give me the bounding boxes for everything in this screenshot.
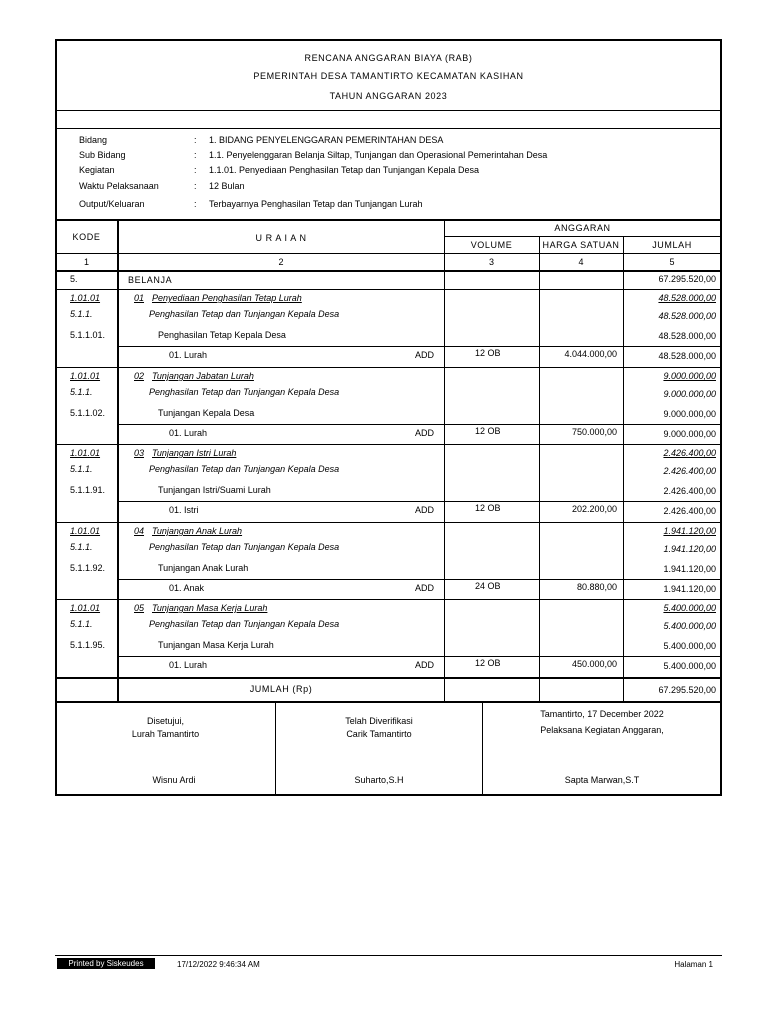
- info-value: 1.1.01. Penyediaan Penghasilan Tetap dan Tunjangan Kepala Desa: [209, 165, 480, 175]
- sign-right-line2: Pelaksana Kegiatan Anggaran,: [540, 725, 664, 735]
- group-code: 1.01.01: [70, 371, 101, 381]
- item-total: 1.941.120,00: [663, 584, 716, 594]
- sub-amount: 5.400.000,00: [663, 621, 716, 631]
- item-volume: 12 OB: [475, 348, 501, 358]
- account-title: Tunjangan Istri/Suami Lurah: [158, 485, 271, 495]
- sub-code: 5.1.1.: [70, 542, 93, 552]
- sub-amount: 48.528.000,00: [658, 311, 716, 321]
- group-title: Tunjangan Jabatan Lurah: [152, 371, 254, 381]
- info-label: Waktu Pelaksanaan: [79, 181, 159, 191]
- item-source: ADD: [415, 583, 435, 593]
- item-volume: 24 OB: [475, 581, 501, 591]
- sub-title: Penghasilan Tetap dan Tunjangan Kepala Desa: [149, 464, 340, 474]
- group-amount: 1.941.120,00: [663, 526, 716, 536]
- account-title: Tunjangan Kepala Desa: [158, 408, 255, 418]
- sub-amount: 2.426.400,00: [663, 466, 716, 476]
- item-total: 2.426.400,00: [663, 506, 716, 516]
- sub-code: 5.1.1.: [70, 619, 93, 629]
- sign-left-name: Wisnu Ardi: [152, 775, 196, 785]
- sub-amount: 1.941.120,00: [663, 544, 716, 554]
- sub-amount: 9.000.000,00: [663, 389, 716, 399]
- item-name: 01. Lurah: [169, 350, 208, 360]
- group-amount: 48.528.000,00: [658, 293, 716, 303]
- item-volume: 12 OB: [475, 503, 501, 513]
- divider: [56, 110, 721, 111]
- item-total: 5.400.000,00: [663, 661, 716, 671]
- header-num-1: 1: [83, 257, 89, 267]
- group-amount: 9.000.000,00: [663, 371, 716, 381]
- item-price: 450.000,00: [571, 659, 617, 669]
- header-kode: KODE: [72, 232, 101, 242]
- account-title: Penghasilan Tetap Kepala Desa: [158, 330, 286, 340]
- info-sep: :: [194, 135, 197, 145]
- header-num-3: 3: [488, 257, 494, 267]
- anggaran-divider: [444, 236, 721, 237]
- item-volume: 12 OB: [475, 426, 501, 436]
- info-value: 1.1. Penyelenggaran Belanja Siltap, Tunjangan dan Operasional Pemerintahan Desa: [209, 150, 548, 160]
- table-top-line: [56, 219, 721, 221]
- header-num-5: 5: [669, 257, 675, 267]
- col-line-volume: [539, 236, 540, 702]
- sign-left-line1: Disetujui,: [146, 716, 184, 726]
- sign-middle-line1: Telah Diverifikasi: [345, 716, 413, 726]
- sign-middle-line2: Carik Tamantirto: [346, 729, 412, 739]
- info-label: Output/Keluaran: [79, 199, 145, 209]
- info-value: 12 Bulan: [209, 181, 245, 191]
- total-top-line: [56, 677, 721, 679]
- group-amount: 2.426.400,00: [663, 448, 716, 458]
- header-divider: [56, 253, 721, 254]
- item-separator: [118, 501, 721, 502]
- account-code: 5.1.1.02.: [70, 408, 106, 418]
- header-jumlah: JUMLAH: [652, 240, 692, 250]
- item-separator: [118, 346, 721, 347]
- item-name: 01. Lurah: [169, 660, 208, 670]
- group-code: 1.01.01: [70, 603, 101, 613]
- item-source: ADD: [415, 505, 435, 515]
- group-title: Penyediaan Penghasilan Tetap Lurah: [152, 293, 302, 303]
- item-separator: [118, 424, 721, 425]
- group-separator: [56, 289, 721, 290]
- sign-middle-name: Suharto,S.H: [354, 775, 404, 785]
- info-label: Sub Bidang: [79, 150, 126, 160]
- item-source: ADD: [415, 428, 435, 438]
- group-separator: [56, 367, 721, 368]
- group-number: 02: [134, 371, 145, 381]
- account-amount: 2.426.400,00: [663, 486, 716, 496]
- group-code: 1.01.01: [70, 526, 101, 536]
- group-code: 1.01.01: [70, 293, 101, 303]
- divider: [56, 128, 721, 129]
- group-number: 05: [134, 603, 145, 613]
- group-number: 03: [134, 448, 145, 458]
- item-source: ADD: [415, 350, 435, 360]
- item-total: 9.000.000,00: [663, 429, 716, 439]
- info-label: Bidang: [79, 135, 108, 145]
- item-price: 750.000,00: [571, 427, 617, 437]
- account-code: 5.1.1.95.: [70, 640, 106, 650]
- account-code: 5.1.1.91.: [70, 485, 106, 495]
- header-num-2: 2: [278, 257, 284, 267]
- account-amount: 9.000.000,00: [663, 409, 716, 419]
- account-code: 5.1.1.92.: [70, 563, 106, 573]
- group-title: Tunjangan Istri Lurah: [152, 448, 237, 458]
- header-volume: VOLUME: [470, 240, 513, 250]
- page-number: Halaman 1: [674, 960, 713, 969]
- total-amount: 67.295.520,00: [658, 685, 716, 695]
- header-bottom-line: [56, 270, 721, 272]
- footer-line: [55, 955, 722, 956]
- info-sep: :: [194, 199, 197, 209]
- account-amount: 48.528.000,00: [658, 331, 716, 341]
- account-title: Tunjangan Anak Lurah: [158, 563, 249, 573]
- info-value: Terbayarnya Penghasilan Tetap dan Tunjangan Lurah: [209, 199, 423, 209]
- col-line-uraian: [444, 220, 445, 702]
- header-anggaran: ANGGARAN: [554, 223, 611, 233]
- header-harga: HARGA SATUAN: [542, 240, 620, 250]
- info-sep: :: [194, 165, 197, 175]
- item-total: 48.528.000,00: [658, 351, 716, 361]
- account-amount: 5.400.000,00: [663, 641, 716, 651]
- total-label: JUMLAH (Rp): [249, 684, 313, 694]
- item-name: 01. Lurah: [169, 428, 208, 438]
- title-line-2: PEMERINTAH DESA TAMANTIRTO KECAMATAN KASIHAN: [253, 71, 524, 81]
- sub-title: Penghasilan Tetap dan Tunjangan Kepala Desa: [149, 387, 340, 397]
- info-label: Kegiatan: [79, 165, 115, 175]
- belanja-amount: 67.295.520,00: [658, 274, 716, 284]
- item-source: ADD: [415, 660, 435, 670]
- account-code: 5.1.1.01.: [70, 330, 106, 340]
- col-line-kode: [117, 220, 119, 702]
- sub-title: Penghasilan Tetap dan Tunjangan Kepala Desa: [149, 309, 340, 319]
- group-separator: [56, 444, 721, 445]
- header-num-4: 4: [578, 257, 584, 267]
- sign-right-line1: Tamantirto, 17 December 2022: [540, 709, 664, 719]
- title-line-3: TAHUN ANGGARAN 2023: [329, 91, 448, 101]
- group-title: Tunjangan Masa Kerja Lurah: [152, 603, 268, 613]
- item-name: 01. Anak: [169, 583, 205, 593]
- group-separator: [56, 522, 721, 523]
- item-name: 01. Istri: [169, 505, 199, 515]
- title-line-1: RENCANA ANGGARAN BIAYA (RAB): [304, 53, 473, 63]
- sub-code: 5.1.1.: [70, 464, 93, 474]
- info-value: 1. BIDANG PENYELENGGARAN PEMERINTAHAN DESA: [209, 135, 444, 145]
- sub-code: 5.1.1.: [70, 387, 93, 397]
- account-title: Tunjangan Masa Kerja Lurah: [158, 640, 274, 650]
- info-sep: :: [194, 181, 197, 191]
- group-amount: 5.400.000,00: [663, 603, 716, 613]
- group-number: 04: [134, 526, 145, 536]
- item-separator: [118, 656, 721, 657]
- group-code: 1.01.01: [70, 448, 101, 458]
- belanja-label: BELANJA: [128, 275, 173, 285]
- sign-left-line2: Lurah Tamantirto: [131, 729, 200, 739]
- header-uraian: U R A I A N: [255, 233, 307, 243]
- sub-title: Penghasilan Tetap dan Tunjangan Kepala Desa: [149, 619, 340, 629]
- item-price: 202.200,00: [571, 504, 617, 514]
- item-price: 4.044.000,00: [564, 349, 617, 359]
- group-title: Tunjangan Anak Lurah: [152, 526, 243, 536]
- sub-code: 5.1.1.: [70, 309, 93, 319]
- item-price: 80.880,00: [576, 582, 617, 592]
- sub-title: Penghasilan Tetap dan Tunjangan Kepala Desa: [149, 542, 340, 552]
- print-timestamp: 17/12/2022 9:46:34 AM: [177, 960, 260, 969]
- sign-right-name: Sapta Marwan,S.T: [564, 775, 640, 785]
- item-volume: 12 OB: [475, 658, 501, 668]
- info-sep: :: [194, 150, 197, 160]
- total-bottom-line: [56, 701, 721, 703]
- group-separator: [56, 599, 721, 600]
- item-separator: [118, 579, 721, 580]
- group-number: 01: [134, 293, 145, 303]
- belanja-code: 5.: [70, 274, 78, 284]
- printed-by-label: Printed by Siskeudes: [68, 959, 144, 968]
- account-amount: 1.941.120,00: [663, 564, 716, 574]
